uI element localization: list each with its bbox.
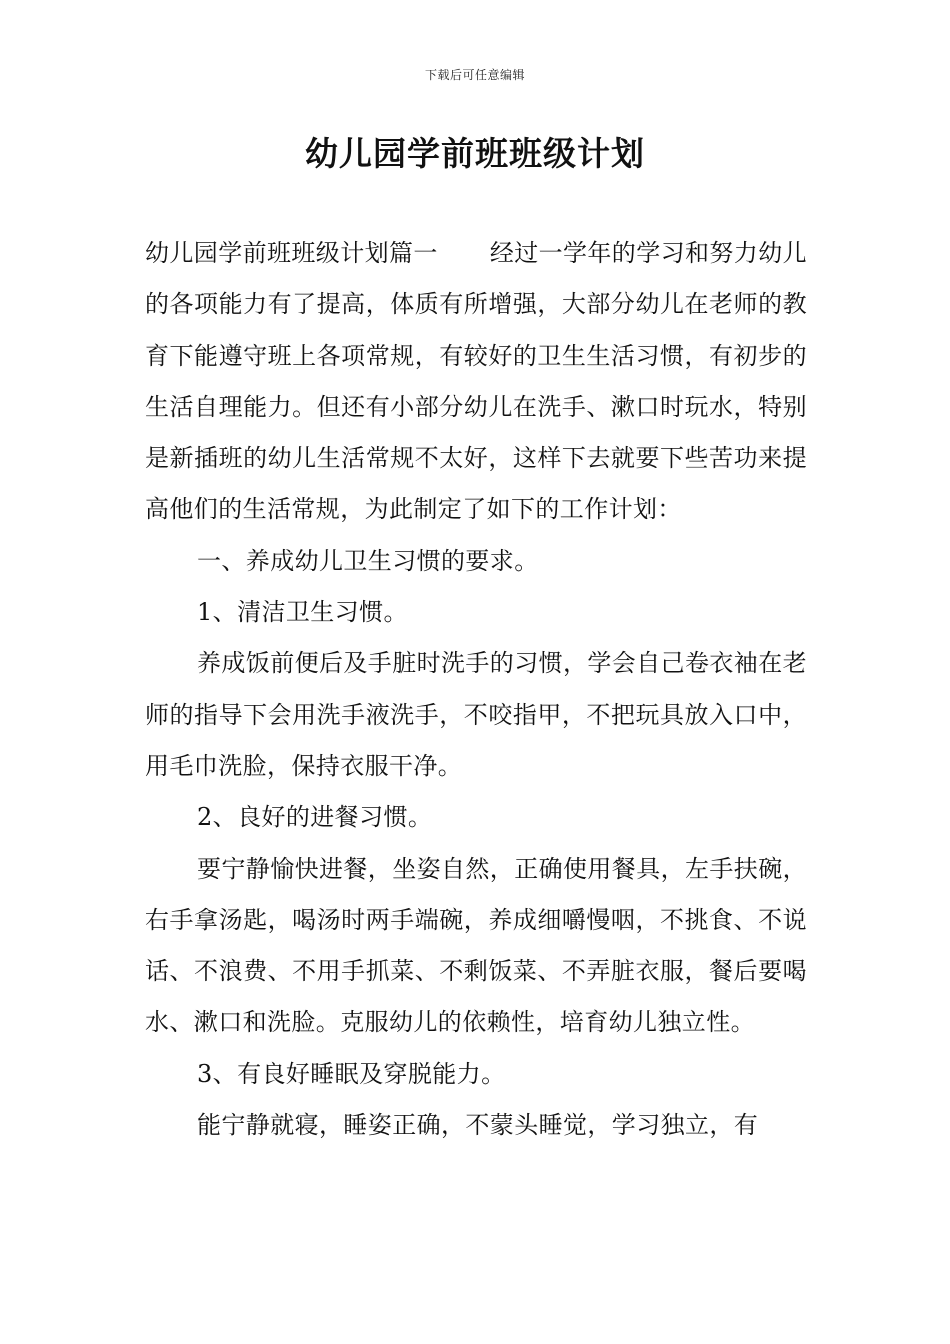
item-paragraph: 能宁静就寝，睡姿正确，不蒙头睡觉，学习独立，有	[197, 1111, 759, 1140]
item-heading: 2、良好的进餐习惯。	[197, 803, 433, 832]
item-heading: 3、有良好睡眠及穿脱能力。	[197, 1059, 506, 1088]
section-heading: 一、养成幼儿卫生习惯的要求。	[197, 546, 539, 575]
document-title: 幼儿园学前班班级计划	[305, 134, 645, 173]
item-paragraph: 养成饭前便后及手脏时洗手的习惯，学会自己卷衣袖在老师的指导下会用洗手液洗手，不咬指甲，不把玩具放入口中，用毛巾洗脸，保持衣服干净。	[145, 649, 807, 780]
intro-text: 经过一学年的学习和努力幼儿的各项能力有了提高，体质有所增强，大部分幼儿在老师的教育下能遵守班上各项常规，有较好的卫生生活习惯，有初步的生活自理能力。但还有小部分幼儿在洗手、漱口时玩水，特别是新插班的幼儿生活常规不太好，这样下去就要下些苦功来提高他们的生活常规，为此制定了如下的工作计划：	[145, 239, 808, 524]
intro-label: 幼儿园学前班班级计划篇一	[145, 239, 438, 267]
header-note: 下载后可任意编辑	[424, 68, 525, 82]
document-body	[145, 228, 807, 1151]
item-paragraph: 要宁静愉快进餐，坐姿自然，正确使用餐具，左手扶碗，右手拿汤匙，喝汤时两手端碗，养成细嚼慢咽，不挑食、不说话、不浪费、不用手抓菜、不剩饭菜、不弄脏衣服，餐后要喝水、漱口和洗脸。克服幼儿的依赖性，培育幼儿独立性。	[145, 854, 807, 1037]
intro-paragraph	[145, 228, 807, 536]
item-heading: 1、清洁卫生习惯。	[197, 598, 408, 627]
